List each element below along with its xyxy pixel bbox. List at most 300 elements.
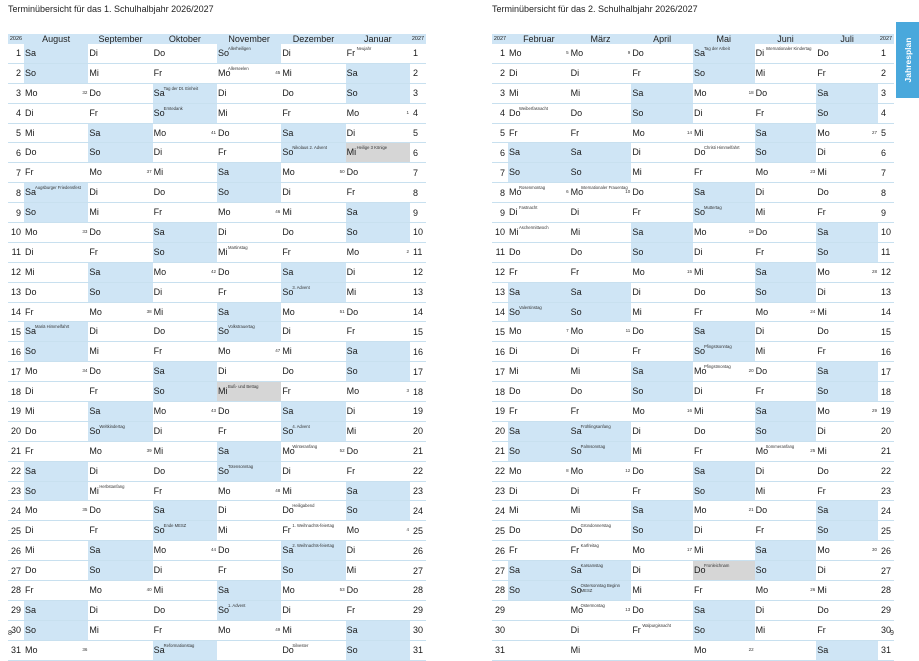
day-cell[interactable] xyxy=(153,362,217,382)
day-cell[interactable] xyxy=(24,44,88,63)
day-cell[interactable] xyxy=(346,382,410,402)
day-cell[interactable] xyxy=(24,163,88,183)
day-cell[interactable] xyxy=(281,183,345,203)
day-cell[interactable] xyxy=(570,63,632,83)
day-cell[interactable] xyxy=(755,441,817,461)
day-cell[interactable] xyxy=(508,63,570,83)
day-cell[interactable] xyxy=(217,600,281,620)
day-cell[interactable] xyxy=(816,242,878,262)
day-cell[interactable] xyxy=(570,541,632,561)
day-cell[interactable] xyxy=(88,322,152,342)
day-cell[interactable] xyxy=(153,143,217,163)
day-cell[interactable] xyxy=(755,402,817,422)
day-cell[interactable] xyxy=(816,521,878,541)
day-cell[interactable] xyxy=(631,242,693,262)
day-cell[interactable] xyxy=(24,561,88,581)
day-cell[interactable] xyxy=(346,342,410,362)
day-cell[interactable] xyxy=(570,342,632,362)
day-cell[interactable] xyxy=(693,421,755,441)
day-cell[interactable] xyxy=(816,382,878,402)
day-cell[interactable] xyxy=(816,302,878,322)
day-cell[interactable] xyxy=(88,382,152,402)
day-cell[interactable] xyxy=(346,501,410,521)
day-cell[interactable] xyxy=(570,103,632,123)
day-cell[interactable] xyxy=(153,322,217,342)
day-cell[interactable] xyxy=(508,262,570,282)
day-cell[interactable] xyxy=(693,561,755,581)
day-cell[interactable] xyxy=(631,183,693,203)
day-cell[interactable] xyxy=(281,203,345,223)
day-cell[interactable] xyxy=(88,402,152,422)
day-cell[interactable] xyxy=(24,223,88,243)
day-cell[interactable] xyxy=(88,640,152,660)
day-cell[interactable] xyxy=(631,322,693,342)
day-cell[interactable] xyxy=(217,640,281,660)
day-cell[interactable] xyxy=(217,342,281,362)
day-cell[interactable] xyxy=(508,481,570,501)
day-cell[interactable] xyxy=(570,163,632,183)
day-cell[interactable] xyxy=(281,342,345,362)
day-cell[interactable] xyxy=(631,640,693,660)
day-cell[interactable] xyxy=(755,382,817,402)
day-cell[interactable] xyxy=(508,183,570,203)
day-cell[interactable] xyxy=(816,44,878,63)
day-cell[interactable] xyxy=(217,362,281,382)
day-cell[interactable] xyxy=(346,640,410,660)
day-cell[interactable] xyxy=(693,581,755,601)
day-cell[interactable] xyxy=(88,441,152,461)
day-cell[interactable] xyxy=(693,302,755,322)
day-cell[interactable] xyxy=(217,183,281,203)
day-cell[interactable] xyxy=(693,600,755,620)
day-cell[interactable] xyxy=(631,342,693,362)
day-cell[interactable] xyxy=(88,561,152,581)
day-cell[interactable] xyxy=(153,521,217,541)
day-cell[interactable] xyxy=(24,541,88,561)
day-cell[interactable] xyxy=(24,362,88,382)
day-cell[interactable] xyxy=(570,223,632,243)
day-cell[interactable] xyxy=(24,382,88,402)
day-cell[interactable] xyxy=(217,242,281,262)
day-cell[interactable] xyxy=(693,123,755,143)
day-cell[interactable] xyxy=(693,342,755,362)
day-cell[interactable] xyxy=(693,143,755,163)
day-cell[interactable] xyxy=(281,481,345,501)
day-cell[interactable] xyxy=(631,382,693,402)
day-cell[interactable] xyxy=(217,322,281,342)
day-cell[interactable] xyxy=(570,441,632,461)
day-cell[interactable] xyxy=(346,163,410,183)
day-cell[interactable] xyxy=(217,501,281,521)
day-cell[interactable] xyxy=(153,561,217,581)
day-cell[interactable] xyxy=(88,223,152,243)
day-cell[interactable] xyxy=(755,63,817,83)
day-cell[interactable] xyxy=(693,163,755,183)
day-cell[interactable] xyxy=(631,541,693,561)
day-cell[interactable] xyxy=(217,123,281,143)
day-cell[interactable] xyxy=(217,382,281,402)
day-cell[interactable] xyxy=(508,581,570,601)
day-cell[interactable] xyxy=(816,322,878,342)
day-cell[interactable] xyxy=(816,183,878,203)
day-cell[interactable] xyxy=(281,322,345,342)
day-cell[interactable] xyxy=(153,63,217,83)
day-cell[interactable] xyxy=(755,302,817,322)
day-cell[interactable] xyxy=(631,302,693,322)
day-cell[interactable] xyxy=(816,223,878,243)
day-cell[interactable] xyxy=(693,402,755,422)
day-cell[interactable] xyxy=(88,600,152,620)
day-cell[interactable] xyxy=(281,262,345,282)
day-cell[interactable] xyxy=(346,521,410,541)
day-cell[interactable] xyxy=(693,223,755,243)
day-cell[interactable] xyxy=(24,262,88,282)
day-cell[interactable] xyxy=(508,223,570,243)
day-cell[interactable] xyxy=(346,302,410,322)
day-cell[interactable] xyxy=(693,481,755,501)
day-cell[interactable] xyxy=(88,44,152,63)
day-cell[interactable] xyxy=(346,581,410,601)
day-cell[interactable] xyxy=(153,203,217,223)
day-cell[interactable] xyxy=(24,521,88,541)
day-cell[interactable] xyxy=(570,183,632,203)
day-cell[interactable] xyxy=(281,163,345,183)
day-cell[interactable] xyxy=(755,600,817,620)
day-cell[interactable] xyxy=(508,541,570,561)
day-cell[interactable] xyxy=(693,83,755,103)
day-cell[interactable] xyxy=(816,63,878,83)
day-cell[interactable] xyxy=(24,402,88,422)
day-cell[interactable] xyxy=(281,461,345,481)
day-cell[interactable] xyxy=(755,322,817,342)
day-cell[interactable] xyxy=(88,461,152,481)
day-cell[interactable] xyxy=(88,620,152,640)
day-cell[interactable] xyxy=(88,143,152,163)
day-cell[interactable] xyxy=(217,83,281,103)
day-cell[interactable] xyxy=(88,362,152,382)
day-cell[interactable] xyxy=(153,382,217,402)
day-cell[interactable] xyxy=(508,402,570,422)
day-cell[interactable] xyxy=(693,541,755,561)
day-cell[interactable] xyxy=(24,481,88,501)
day-cell[interactable] xyxy=(88,581,152,601)
day-cell[interactable] xyxy=(88,282,152,302)
day-cell[interactable] xyxy=(508,441,570,461)
day-cell[interactable] xyxy=(508,143,570,163)
day-cell[interactable] xyxy=(570,242,632,262)
day-cell[interactable] xyxy=(755,223,817,243)
day-cell[interactable] xyxy=(631,501,693,521)
day-cell[interactable] xyxy=(153,620,217,640)
day-cell[interactable] xyxy=(24,123,88,143)
day-cell[interactable] xyxy=(755,44,817,63)
day-cell[interactable] xyxy=(346,223,410,243)
day-cell[interactable] xyxy=(693,362,755,382)
day-cell[interactable] xyxy=(346,242,410,262)
day-cell[interactable] xyxy=(508,421,570,441)
day-cell[interactable] xyxy=(346,103,410,123)
day-cell[interactable] xyxy=(24,183,88,203)
day-cell[interactable] xyxy=(570,302,632,322)
day-cell[interactable] xyxy=(693,183,755,203)
day-cell[interactable] xyxy=(508,501,570,521)
day-cell[interactable] xyxy=(631,123,693,143)
day-cell[interactable] xyxy=(217,103,281,123)
day-cell[interactable] xyxy=(346,561,410,581)
day-cell[interactable] xyxy=(508,302,570,322)
day-cell[interactable] xyxy=(24,620,88,640)
day-cell[interactable] xyxy=(346,541,410,561)
day-cell[interactable] xyxy=(816,143,878,163)
day-cell[interactable] xyxy=(153,501,217,521)
day-cell[interactable] xyxy=(217,302,281,322)
day-cell[interactable] xyxy=(217,541,281,561)
day-cell[interactable] xyxy=(693,103,755,123)
day-cell[interactable] xyxy=(631,282,693,302)
day-cell[interactable] xyxy=(281,63,345,83)
day-cell[interactable] xyxy=(346,203,410,223)
day-cell[interactable] xyxy=(88,83,152,103)
day-cell[interactable] xyxy=(346,421,410,441)
day-cell[interactable] xyxy=(153,44,217,63)
day-cell[interactable] xyxy=(153,262,217,282)
day-cell[interactable] xyxy=(755,203,817,223)
day-cell[interactable] xyxy=(508,83,570,103)
day-cell[interactable] xyxy=(281,242,345,262)
day-cell[interactable] xyxy=(693,620,755,640)
day-cell[interactable] xyxy=(508,203,570,223)
day-cell[interactable] xyxy=(755,123,817,143)
day-cell[interactable] xyxy=(24,600,88,620)
day-cell[interactable] xyxy=(693,640,755,660)
day-cell[interactable] xyxy=(508,282,570,302)
day-cell[interactable] xyxy=(816,83,878,103)
day-cell[interactable] xyxy=(217,163,281,183)
day-cell[interactable] xyxy=(281,620,345,640)
day-cell[interactable] xyxy=(153,223,217,243)
day-cell[interactable] xyxy=(631,461,693,481)
day-cell[interactable] xyxy=(631,481,693,501)
day-cell[interactable] xyxy=(346,63,410,83)
day-cell[interactable] xyxy=(88,183,152,203)
day-cell[interactable] xyxy=(631,600,693,620)
day-cell[interactable] xyxy=(217,481,281,501)
day-cell[interactable] xyxy=(281,382,345,402)
day-cell[interactable] xyxy=(281,561,345,581)
day-cell[interactable] xyxy=(570,203,632,223)
day-cell[interactable] xyxy=(217,581,281,601)
day-cell[interactable] xyxy=(508,362,570,382)
day-cell[interactable] xyxy=(755,521,817,541)
day-cell[interactable] xyxy=(631,441,693,461)
day-cell[interactable] xyxy=(755,163,817,183)
day-cell[interactable] xyxy=(755,581,817,601)
day-cell[interactable] xyxy=(570,262,632,282)
day-cell[interactable] xyxy=(153,123,217,143)
day-cell[interactable] xyxy=(153,441,217,461)
day-cell[interactable] xyxy=(217,461,281,481)
day-cell[interactable] xyxy=(24,421,88,441)
day-cell[interactable] xyxy=(281,402,345,422)
day-cell[interactable] xyxy=(88,203,152,223)
day-cell[interactable] xyxy=(816,362,878,382)
day-cell[interactable] xyxy=(631,103,693,123)
day-cell[interactable] xyxy=(816,402,878,422)
day-cell[interactable] xyxy=(24,143,88,163)
day-cell[interactable] xyxy=(570,322,632,342)
day-cell[interactable] xyxy=(217,63,281,83)
day-cell[interactable] xyxy=(570,123,632,143)
day-cell[interactable] xyxy=(281,421,345,441)
day-cell[interactable] xyxy=(346,481,410,501)
day-cell[interactable] xyxy=(346,441,410,461)
day-cell[interactable] xyxy=(570,143,632,163)
day-cell[interactable] xyxy=(693,44,755,63)
day-cell[interactable] xyxy=(88,481,152,501)
day-cell[interactable] xyxy=(816,123,878,143)
day-cell[interactable] xyxy=(153,163,217,183)
day-cell[interactable] xyxy=(570,481,632,501)
day-cell[interactable] xyxy=(755,421,817,441)
day-cell[interactable] xyxy=(755,461,817,481)
day-cell[interactable] xyxy=(281,441,345,461)
day-cell[interactable] xyxy=(24,83,88,103)
day-cell[interactable] xyxy=(816,541,878,561)
day-cell[interactable] xyxy=(153,103,217,123)
day-cell[interactable] xyxy=(816,262,878,282)
day-cell[interactable] xyxy=(281,501,345,521)
day-cell[interactable] xyxy=(281,581,345,601)
day-cell[interactable] xyxy=(816,600,878,620)
day-cell[interactable] xyxy=(217,223,281,243)
day-cell[interactable] xyxy=(346,402,410,422)
day-cell[interactable] xyxy=(508,561,570,581)
day-cell[interactable] xyxy=(508,123,570,143)
day-cell[interactable] xyxy=(153,342,217,362)
day-cell[interactable] xyxy=(217,421,281,441)
day-cell[interactable] xyxy=(281,521,345,541)
day-cell[interactable] xyxy=(24,640,88,660)
day-cell[interactable] xyxy=(631,521,693,541)
day-cell[interactable] xyxy=(281,600,345,620)
day-cell[interactable] xyxy=(153,600,217,620)
day-cell[interactable] xyxy=(217,402,281,422)
day-cell[interactable] xyxy=(346,461,410,481)
day-cell[interactable] xyxy=(153,183,217,203)
day-cell[interactable] xyxy=(153,282,217,302)
day-cell[interactable] xyxy=(570,600,632,620)
day-cell[interactable] xyxy=(217,143,281,163)
day-cell[interactable] xyxy=(570,561,632,581)
day-cell[interactable] xyxy=(570,521,632,541)
day-cell[interactable] xyxy=(570,282,632,302)
day-cell[interactable] xyxy=(508,461,570,481)
day-cell[interactable] xyxy=(693,242,755,262)
day-cell[interactable] xyxy=(508,163,570,183)
day-cell[interactable] xyxy=(88,541,152,561)
day-cell[interactable] xyxy=(153,461,217,481)
day-cell[interactable] xyxy=(153,421,217,441)
day-cell[interactable] xyxy=(88,63,152,83)
day-cell[interactable] xyxy=(24,342,88,362)
day-cell[interactable] xyxy=(693,322,755,342)
day-cell[interactable] xyxy=(153,83,217,103)
day-cell[interactable] xyxy=(88,421,152,441)
day-cell[interactable] xyxy=(755,103,817,123)
day-cell[interactable] xyxy=(816,421,878,441)
jahresplan-side-tab[interactable] xyxy=(896,22,919,98)
day-cell[interactable] xyxy=(217,282,281,302)
day-cell[interactable] xyxy=(816,342,878,362)
day-cell[interactable] xyxy=(508,103,570,123)
day-cell[interactable] xyxy=(816,103,878,123)
day-cell[interactable] xyxy=(217,441,281,461)
day-cell[interactable] xyxy=(88,123,152,143)
day-cell[interactable] xyxy=(631,402,693,422)
day-cell[interactable] xyxy=(755,83,817,103)
day-cell[interactable] xyxy=(508,600,570,620)
day-cell[interactable] xyxy=(217,203,281,223)
day-cell[interactable] xyxy=(693,203,755,223)
day-cell[interactable] xyxy=(24,242,88,262)
day-cell[interactable] xyxy=(570,501,632,521)
day-cell[interactable] xyxy=(281,541,345,561)
day-cell[interactable] xyxy=(217,262,281,282)
day-cell[interactable] xyxy=(816,441,878,461)
day-cell[interactable] xyxy=(88,242,152,262)
day-cell[interactable] xyxy=(346,282,410,302)
day-cell[interactable] xyxy=(24,581,88,601)
day-cell[interactable] xyxy=(24,302,88,322)
day-cell[interactable] xyxy=(755,242,817,262)
day-cell[interactable] xyxy=(346,183,410,203)
day-cell[interactable] xyxy=(88,302,152,322)
day-cell[interactable] xyxy=(24,441,88,461)
day-cell[interactable] xyxy=(570,402,632,422)
day-cell[interactable] xyxy=(346,123,410,143)
day-cell[interactable] xyxy=(570,421,632,441)
day-cell[interactable] xyxy=(24,461,88,481)
day-cell[interactable] xyxy=(281,83,345,103)
day-cell[interactable] xyxy=(508,521,570,541)
day-cell[interactable] xyxy=(570,640,632,660)
day-cell[interactable] xyxy=(24,63,88,83)
day-cell[interactable] xyxy=(570,83,632,103)
day-cell[interactable] xyxy=(508,620,570,640)
day-cell[interactable] xyxy=(570,461,632,481)
day-cell[interactable] xyxy=(816,163,878,183)
day-cell[interactable] xyxy=(217,521,281,541)
day-cell[interactable] xyxy=(217,561,281,581)
day-cell[interactable] xyxy=(755,481,817,501)
day-cell[interactable] xyxy=(88,501,152,521)
day-cell[interactable] xyxy=(755,183,817,203)
day-cell[interactable] xyxy=(631,262,693,282)
day-cell[interactable] xyxy=(570,581,632,601)
day-cell[interactable] xyxy=(755,620,817,640)
day-cell[interactable] xyxy=(24,103,88,123)
day-cell[interactable] xyxy=(508,322,570,342)
day-cell[interactable] xyxy=(346,620,410,640)
day-cell[interactable] xyxy=(755,362,817,382)
day-cell[interactable] xyxy=(570,362,632,382)
day-cell[interactable] xyxy=(508,342,570,362)
day-cell[interactable] xyxy=(217,620,281,640)
day-cell[interactable] xyxy=(631,163,693,183)
day-cell[interactable] xyxy=(631,362,693,382)
day-cell[interactable] xyxy=(693,382,755,402)
day-cell[interactable] xyxy=(24,203,88,223)
